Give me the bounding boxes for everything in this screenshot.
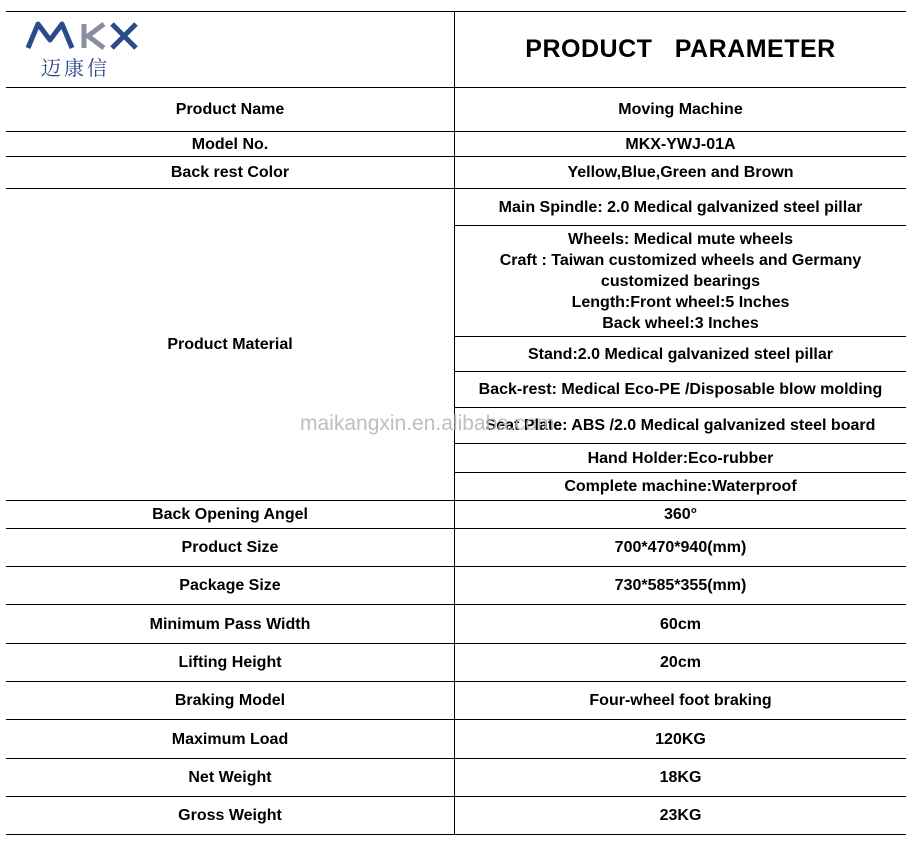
row-value: 730*585*355(mm) (614, 577, 747, 594)
table-row (6, 797, 906, 835)
row-label: Product Size (6, 529, 455, 566)
material-item: Hand Holder:Eco-rubber (455, 444, 906, 473)
table-row (6, 644, 906, 682)
material-label: Product Material (6, 189, 455, 501)
material-line: Back wheel:3 Inches (602, 314, 759, 332)
row-label: Lifting Height (6, 644, 455, 681)
material-item: Main Spindle: 2.0 Medical galvanized steel pillar (455, 189, 906, 226)
mkx-logo-icon (24, 18, 144, 52)
row-value: Moving Machine (618, 101, 743, 118)
row-value: MKX-YWJ-01A (625, 135, 736, 153)
table-row (6, 567, 906, 605)
row-value: 20cm (660, 654, 701, 671)
row-label: Model No. (6, 132, 455, 156)
row-label: Back Opening Angel (6, 501, 455, 528)
material-line: Length:Front wheel:5 Inches (571, 293, 790, 311)
material-item-wheels (455, 226, 906, 337)
row-label: Maximum Load (6, 720, 455, 758)
material-group (6, 189, 906, 501)
row-label: Minimum Pass Width (6, 605, 455, 643)
row-label: Net Weight (6, 759, 455, 796)
table-row (6, 529, 906, 567)
material-item: Back-rest: Medical Eco-PE /Disposable blow molding (455, 372, 906, 408)
table-row (6, 132, 906, 157)
table-row (6, 605, 906, 644)
row-label: Back rest Color (6, 157, 455, 188)
table-row (6, 157, 906, 189)
table-row (6, 501, 906, 529)
material-item: Stand:2.0 Medical galvanized steel pillar (455, 337, 906, 372)
header-row (6, 12, 906, 88)
row-value: 60cm (660, 615, 701, 633)
material-line: Craft : Taiwan customized wheels and Germany (499, 251, 862, 269)
row-label: Product Name (6, 88, 455, 131)
row-value: 360° (663, 506, 698, 523)
material-item: Seat Plate: ABS /2.0 Medical galvanized steel board (455, 408, 906, 444)
brand-logo (6, 12, 455, 87)
row-value: 23KG (659, 807, 702, 824)
row-value: Yellow,Blue,Green and Brown (567, 164, 794, 181)
row-value: 18KG (659, 769, 702, 786)
page-title: PRODUCT PARAMETER (525, 35, 836, 63)
material-line: customized bearings (600, 272, 761, 290)
row-label: Package Size (6, 567, 455, 604)
table-row (6, 88, 906, 132)
material-line: Wheels: Medical mute wheels (568, 230, 793, 248)
row-value: 700*470*940(mm) (614, 539, 747, 556)
row-label: Gross Weight (6, 797, 455, 834)
table-row (6, 759, 906, 797)
parameter-sheet (6, 11, 906, 838)
row-value: 120KG (655, 730, 706, 748)
table-row (6, 720, 906, 759)
logo-chinese-text: 迈康信 (41, 56, 110, 80)
row-label: Braking Model (6, 682, 455, 719)
watermark: maikangxin.en.alibaba.com (300, 412, 555, 435)
row-value: Four-wheel foot braking (589, 692, 772, 709)
material-item: Complete machine:Waterproof (455, 473, 906, 501)
table-row (6, 682, 906, 720)
